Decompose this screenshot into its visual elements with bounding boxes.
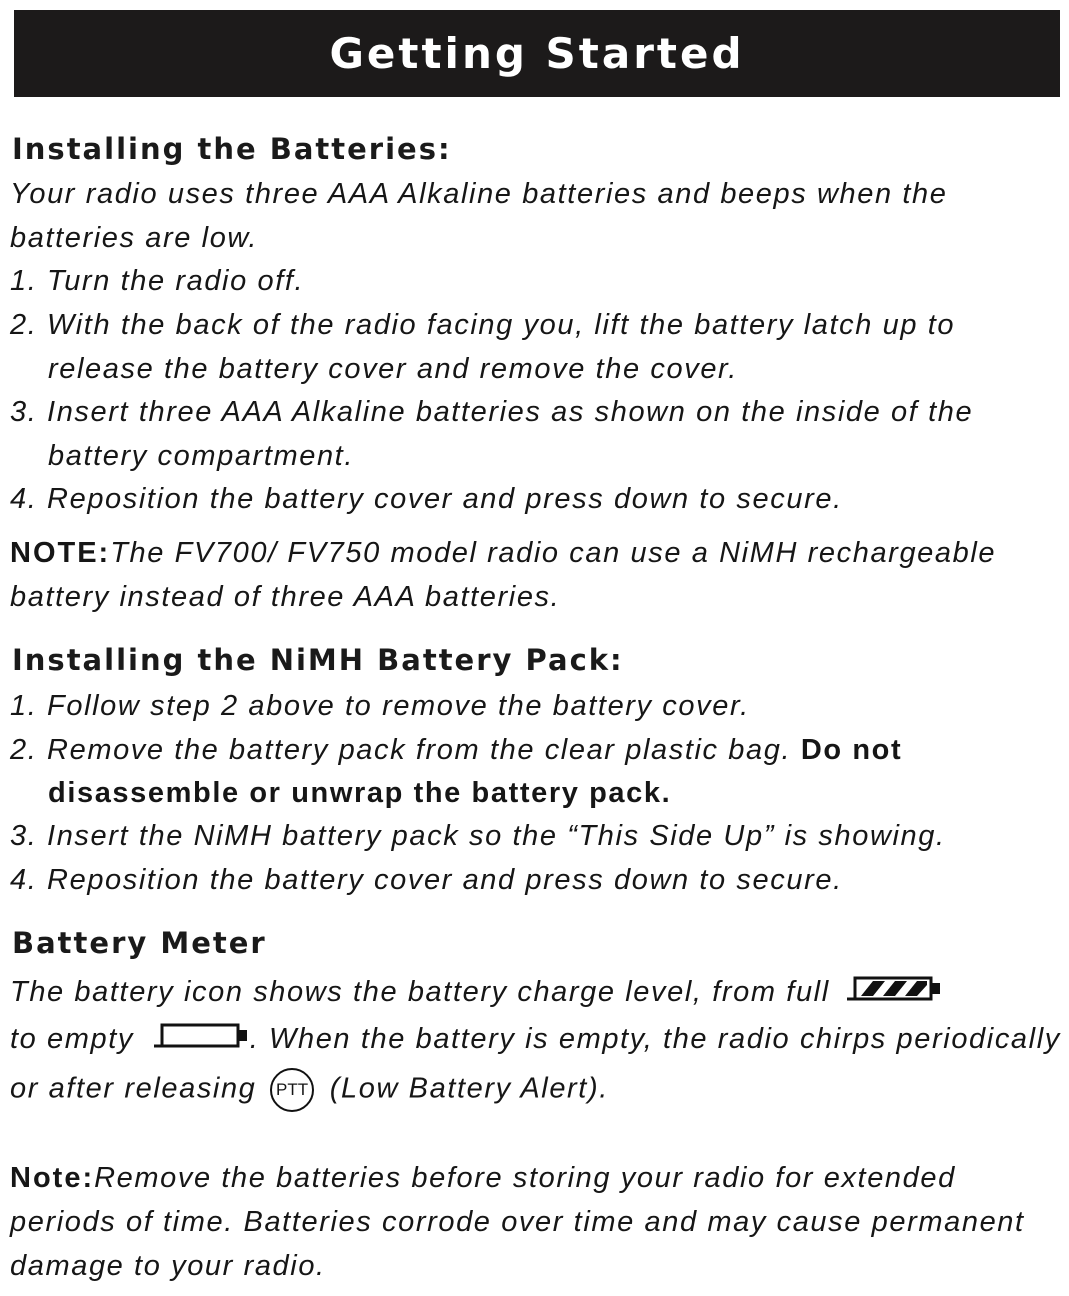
nimh-step-2-line-2: disassemble or unwrap the battery pack. (48, 777, 672, 809)
batteries-step-3-line-1: 3. Insert three AAA Alkaline batteries as shown on the inside of the (10, 396, 974, 428)
meter-line-3-text-a: or after releasing (10, 1072, 257, 1105)
ptt-button-icon: PTT (270, 1068, 314, 1112)
batteries-step-1: 1. Turn the radio off. (10, 265, 305, 297)
nimh-step-1: 1. Follow step 2 above to remove the battery cover. (10, 690, 750, 722)
batteries-intro-line-2: batteries are low. (10, 222, 259, 254)
meter-line-2-text-b: . When the battery is empty, the radio chirps periodically (249, 1023, 1061, 1055)
batteries-step-2-line-2: release the battery cover and remove the cover. (48, 353, 738, 385)
meter-line-3-text-b: (Low Battery Alert). (329, 1072, 609, 1105)
meter-line-2-text-a: to empty (10, 1023, 135, 1055)
nimh-warning-bold: Do not (800, 734, 903, 766)
batteries-heading: Installing the Batteries: (12, 132, 452, 166)
storage-note-line-2: periods of time. Batteries corrode over time and may cause permanent (10, 1206, 1025, 1238)
batteries-intro-line-1: Your radio uses three AAA Alkaline batteries and beeps when the (10, 178, 948, 210)
batteries-step-4: 4. Reposition the battery cover and press down to secure. (10, 483, 843, 515)
storage-note-label: Note: (10, 1162, 95, 1194)
battery-empty-icon (154, 1022, 250, 1058)
note-label: NOTE: (10, 537, 111, 569)
storage-note-line-3: damage to your radio. (10, 1250, 326, 1282)
batteries-note-line-1 (10, 536, 996, 570)
note-text: The FV700/ FV750 model radio can use a NiMH rechargeable (110, 537, 997, 569)
batteries-note-line-2: battery instead of three AAA batteries. (10, 581, 561, 613)
nimh-step-3: 3. Insert the NiMH battery pack so the “This Side Up” is showing. (10, 820, 946, 852)
battery-full-icon (847, 975, 943, 1011)
meter-line-1 (10, 975, 943, 1011)
storage-note-text: Remove the batteries before storing your radio for extended (94, 1162, 956, 1194)
meter-line-2 (10, 1022, 1061, 1058)
nimh-step-2-text: 2. Remove the battery pack from the clear plastic bag. (10, 734, 792, 766)
batteries-step-2-line-1: 2. With the back of the radio facing you, lift the battery latch up to (10, 309, 956, 341)
page-title: Getting Started (14, 10, 1060, 97)
meter-line-3 (10, 1068, 609, 1112)
batteries-step-3-line-2: battery compartment. (48, 440, 354, 472)
meter-line-1-text: The battery icon shows the battery charge level, from full (10, 976, 830, 1008)
nimh-step-2-line-1 (10, 733, 902, 767)
nimh-step-4: 4. Reposition the battery cover and press down to secure. (10, 864, 843, 896)
meter-heading: Battery Meter (12, 926, 267, 960)
storage-note-line-1 (10, 1161, 956, 1195)
nimh-heading: Installing the NiMH Battery Pack: (12, 643, 624, 677)
